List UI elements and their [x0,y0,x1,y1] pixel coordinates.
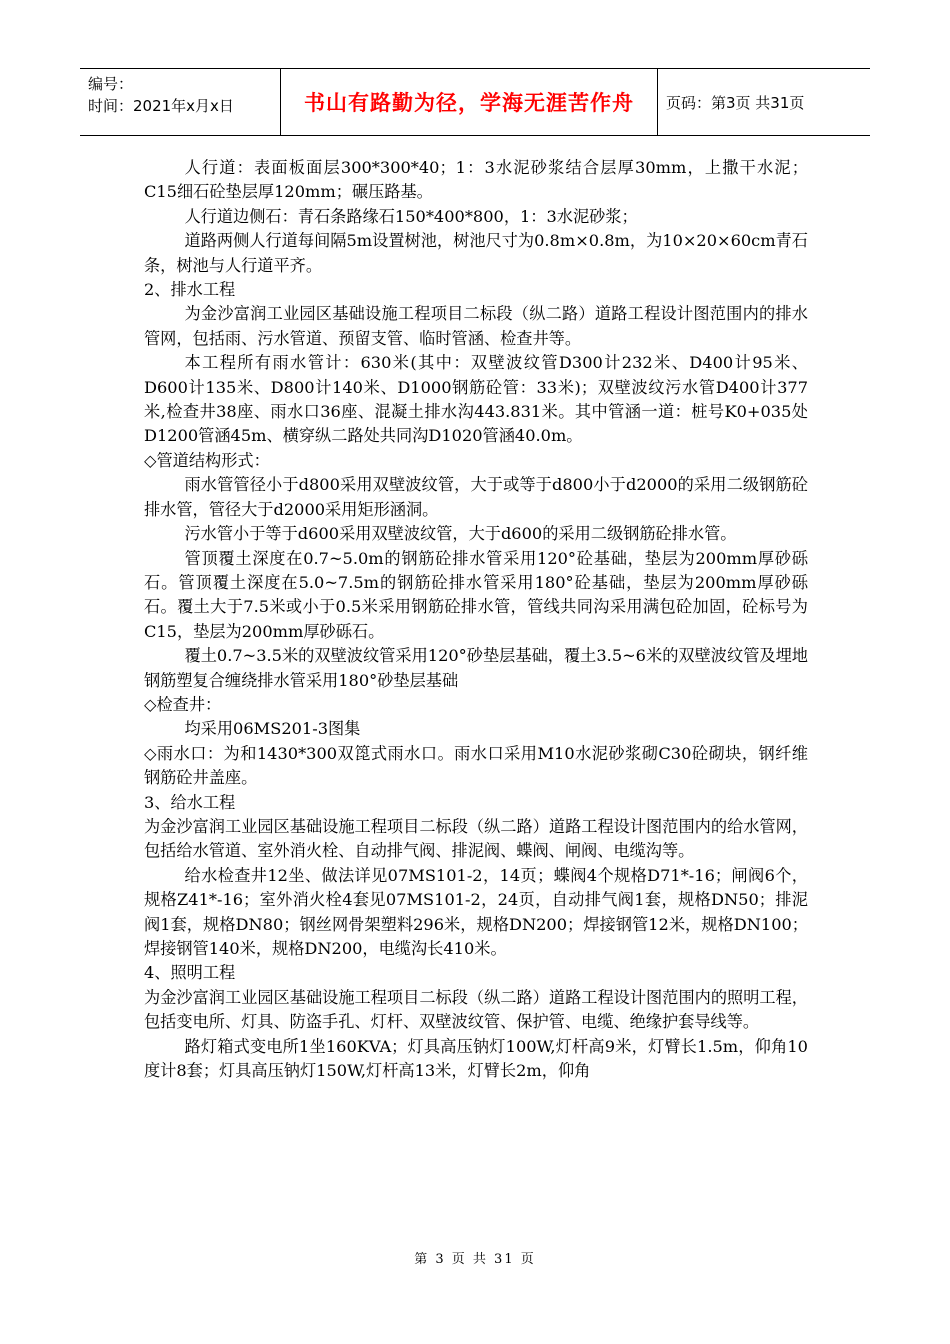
paragraph: 为金沙富润工业园区基础设施工程项目二标段（纵二路）道路工程设计图范围内的照明工程，包括变电所、灯具、防盗手孔、灯杆、双壁波纹管、保护管、电缆、绝缘护套导线等。 [144,987,808,1032]
number-label: 编号： [88,75,134,93]
paragraph: 4、照明工程 [144,963,236,983]
paragraph: 污水管小于等于d600采用双壁波纹管，大于d600的采用二级钢筋砼排水管。 [184,524,737,544]
paragraph: 本工程所有雨水管计：630米(其中：双壁波纹管D300计232米、D400计95米、D600计135米、D800计140米、D1000钢筋砼管：33米)；双壁波纹污水管D400计377米,检查井38座、雨水口36座、混凝土排水沟443.831米。其中管涵一道：桩号K0+035处D1200管涵45m、横穿纵二路处共同沟D1020管涵40.0m。 [144,353,808,446]
paragraph: 人行道边侧石：青石条路缘石150*400*800，1：3水泥砂浆； [184,206,638,226]
header-page-label: 页码：第3页 共31页 [666,93,805,112]
time-label: 时间：2021年x月x日 [88,97,234,115]
paragraph: 为金沙富润工业园区基础设施工程项目二标段（纵二路）道路工程设计图范围内的给水管网，包括给水管道、室外消火栓、自动排气阀、排泥阀、蝶阀、闸阀、电缆沟等。 [144,816,808,861]
paragraph: 为金沙富润工业园区基础设施工程项目二标段（纵二路）道路工程设计图范围内的排水管网，包括雨、污水管道、预留支管、临时管涵、检查井等。 [144,304,808,348]
paragraph: 管顶覆土深度在0.7~5.0m的钢筋砼排水管采用120°砼基础，垫层为200mm厚砂砾石。管顶覆土深度在5.0~7.5m的钢筋砼排水管采用180°砼基础，垫层为200mm厚砂砾石。覆土大于7.5米或小于0.5米采用钢筋砼排水管，管线共同沟采用满包砼加固，砼标号为C15，垫层为200mm厚砂砾石。 [144,548,808,641]
page-header [80,68,870,136]
paragraph: ◇雨水口：为和1430*300双箆式雨水口。雨水口采用M10水泥砂浆砌C30砼砌块，钢纤维钢筋砼井盖座。 [144,743,808,788]
document-body [144,156,808,1083]
paragraph: 雨水管管径小于d800采用双壁波纹管，大于或等于d800小于d2000的采用二级钢筋砼排水管，管径大于d2000采用矩形涵洞。 [144,475,808,519]
page-footer: 第 3 页 共 31 页 [414,1252,536,1267]
header-slogan: 书山有路勤为径，学海无涯苦作舟 [280,69,658,135]
paragraph: 人行道：表面板面层300*300*40；1：3水泥砂浆结合层厚30mm，上撒干水泥；C15细石砼垫层厚120mm；碾压路基。 [144,158,808,202]
paragraph: 2、排水工程 [144,280,236,300]
paragraph: 给水检查井12坐、做法详见07MS101-2，14页；蝶阀4个规格D71*-16；闸阀6个，规格Z41*-16；室外消火栓4套见07MS101-2，24页，自动排气阀1套，规格DN50；排泥阀1套，规格DN80；钢丝网骨架塑料296米，规格DN200；焊接钢管12米，规格DN100；焊接钢管140米，规格DN200，电缆沟长410米。 [144,865,808,958]
header-meta [80,69,280,135]
paragraph: ◇检查井： [144,694,222,714]
paragraph: 均采用06MS201-3图集 [184,719,361,739]
paragraph: 路灯箱式变电所1坐160KVA；灯具高压钠灯100W,灯杆高9米，灯臂长1.5m，仰角10度计8套；灯具高压钠灯150W,灯杆高13米，灯臂长2m，仰角 [144,1036,808,1081]
paragraph: 道路两侧人行道每间隔5m设置树池，树池尺寸为0.8m×0.8m，为10×20×60cm青石条，树池与人行道平齐。 [144,231,808,275]
paragraph: 3、给水工程 [144,792,236,812]
paragraph: 覆土0.7~3.5米的双壁波纹管采用120°砂垫层基础，覆土3.5~6米的双壁波纹管及埋地钢筋塑复合缠绕排水管采用180°砂垫层基础 [144,646,808,690]
paragraph: ◇管道结构形式： [144,450,270,470]
